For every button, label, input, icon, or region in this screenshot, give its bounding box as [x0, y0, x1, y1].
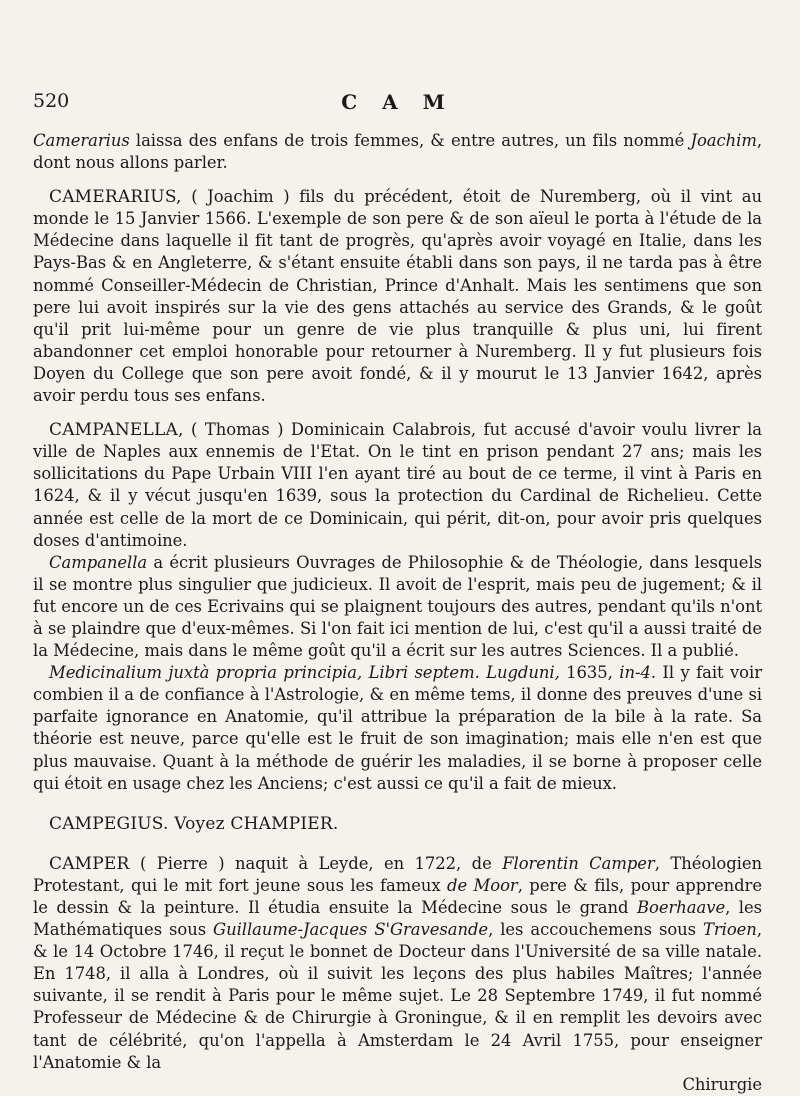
name-de-moor: de Moor [447, 875, 518, 895]
camper-text-4: , les Mathématiques sous [33, 898, 763, 940]
book-format: in-4. [619, 663, 656, 683]
entry-text-camerarius: ( Joachim ) fils du précédent, étoit de Nuremberg, où il vint au monde le 15 Janvier 1566. L'exemple de son pere & de son aïeul le porta à l'étude de la Médecine dans laquelle il fit tant de progrès, qu'après avoir voyagé en Italie, dans les Pays-Bas & en Angleterre, & s'étant ensuite établi dans son pays, il ne tarda pas à être nommé Conseiller-Médecin de Christian, Prince d'Anhalt. Mais les sentimens que son pere lui avoit inspirés sur la vie des gens attachés au service des Grands, & le goût qu'il prit lui-même pour un genre de vie plus tranquille & plus uni, lui firent abandonner cet emploi honorable pour retourner à Nuremberg. Il y fut plusieurs fois Doyen du College que son pere avoit fondé, & il y mourut le 13 Janvier 1642, après avoir perdu tous ses enfans. [33, 187, 762, 406]
name-camerarius: Camerarius [33, 131, 130, 150]
campanella-paragraph-3 [33, 662, 762, 795]
camper-text-2: , Théologien Protestant, qui le mit fort jeune sous les fameux [33, 853, 762, 895]
page-header [33, 90, 762, 130]
page-number: 520 [33, 90, 70, 112]
name-sgravesande: Guillaume-Jacques S'Gravesande [213, 920, 489, 940]
book-title-medicinalium: Medicinalium juxtà propria principia, Libri septem. Lugduni, [49, 663, 560, 683]
camper-text-5: , les accouchemens sous [488, 920, 703, 940]
entry-head-campanella: CAMPANELLA, [49, 420, 184, 441]
name-florentin-camper: Florentin Camper [502, 853, 655, 873]
campanella-p3-text: Il y fait voir combien il a de confiance à l'Astrologie, & en même tems, il donne des preuves d'une si parfaite ignorance en Anatomie, qu'il attribue la préparation de la bile à la rate. Sa théorie est neuve, parce qu'elle est le fruit de son imagination; mais elle n'en est que plus mauvaise. Quant à la méthode de guérir les maladies, il se borne à proposer celle qui étoit en usage chez les Anciens; c'est aussi ce qu'il a fait de mieux. [33, 663, 762, 793]
entry-text-campanella: ( Thomas ) Dominicain Calabrois, fut accusé d'avoir voulu livrer la ville de Naples aux ennemis de l'Etat. On le tint en prison pendant 27 ans; mais les sollicitations du Pape Urbain VIII l'en ayant tiré au bout de ce terme, il vint à Paris en 1624, & il y vécut jusqu'en 1639, sous la protection du Cardinal de Richelieu. Cette année est celle de la mort de ce Dominicain, qui périt, dit-on, pour avoir pris quelques doses d'antimoine. [33, 420, 762, 550]
campanella-p3-year: 1635, [559, 663, 620, 683]
camper-text-3: , pere & fils, pour apprendre le dessin & la peinture. Il étudia ensuite la Médecine sous le grand [33, 875, 762, 917]
name-campanella: Campanella [49, 552, 148, 572]
name-joachim: Joachim [690, 131, 757, 150]
entry-camper [33, 853, 762, 1074]
page-body [33, 130, 762, 1096]
intro-paragraph [33, 130, 762, 174]
entry-text-campegius: CAMPEGIUS. Voyez CHAMPIER. [49, 813, 339, 834]
entry-head-camerarius: CAMERARIUS, [49, 187, 182, 208]
campanella-p2-text: a écrit plusieurs Ouvrages de Philosophie & de Théologie, dans lesquels il se montre plus singulier que judicieux. Il avoit de l'esprit, mais peu de jugement; & il fut encore un de ces Ecrivains qui se plaignent toujours des autres, pendant qu'ils n'ont à se plaindre que d'eux-mêmes. Si l'on fait ici mention de lui, c'est qu'il a aussi traité de la Médecine, mais dans le même goût qu'il a écrit sur les autres Sciences. Il a publié. [33, 552, 762, 661]
entry-campanella [33, 419, 762, 552]
entry-campegius [33, 813, 762, 835]
intro-text: laissa des enfans de trois femmes, & entre autres, un fils nommé [129, 131, 691, 150]
entry-camerarius [33, 186, 762, 407]
campanella-paragraph-2 [33, 552, 762, 662]
name-boerhaave: Boerhaave [637, 898, 726, 917]
intro-text-end: , dont nous allons parler. [33, 131, 762, 173]
camper-text-6: , & le 14 Octobre 1746, il reçut le bonnet de Docteur dans l'Université de sa ville natale. En 1748, il alla à Londres, où il suivit les leçons des plus habiles Maîtres; l'année suivante, il se rendit à Paris pour le même sujet. Le 28 Septembre 1749, il fut nommé Professeur de Médecine & de Chirurgie à Groningue, & il en remplit les devoirs avec tant de célébrité, qu'on l'appella à Amsterdam le 24 Avril 1755, pour enseigner l'Anatomie & la [33, 920, 762, 1072]
camper-text-1: ( Pierre ) naquit à Leyde, en 1722, de [129, 853, 503, 873]
name-trioen: Trioen [702, 920, 757, 940]
entry-head-camper: CAMPER [49, 853, 130, 874]
running-head: C A M [341, 90, 454, 114]
catchword: Chirurgie [682, 1074, 762, 1094]
